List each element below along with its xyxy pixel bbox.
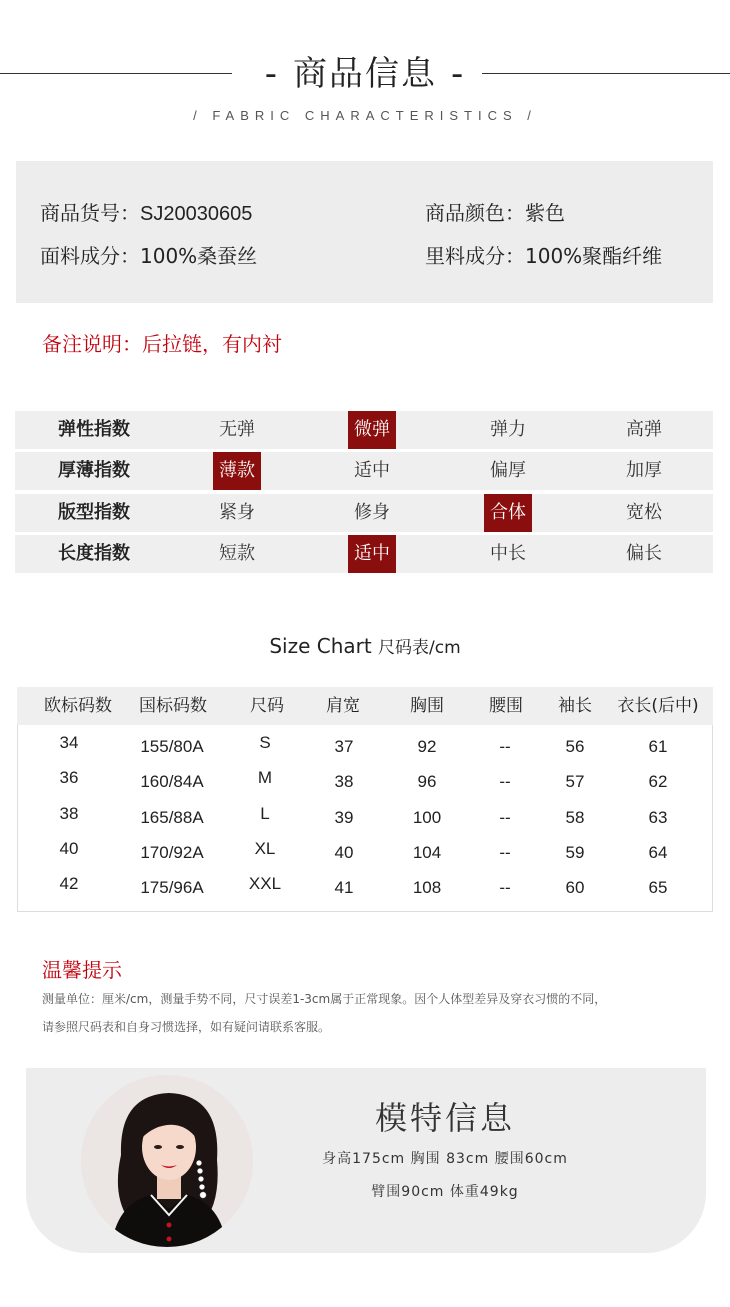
index-row	[15, 494, 713, 532]
index-option: 短款	[219, 543, 255, 564]
size-cell: --	[499, 843, 511, 862]
size-cell: 96	[417, 772, 437, 791]
size-cell: 92	[417, 737, 437, 756]
size-cell: 104	[412, 843, 442, 862]
size-cell: 36	[59, 768, 79, 787]
item-number	[40, 197, 252, 226]
size-cell: 165/88A	[140, 808, 204, 827]
size-cell: 108	[412, 878, 442, 897]
tips-title: 温馨提示	[42, 958, 122, 982]
index-row-label: 版型指数	[58, 502, 130, 523]
size-cell: --	[499, 772, 511, 791]
size-cell: XL	[254, 839, 276, 858]
size-cell: 38	[59, 804, 79, 823]
size-cell: M	[257, 768, 273, 787]
index-option: 适中	[354, 460, 390, 481]
size-cell: 58	[565, 808, 585, 827]
size-cell: --	[499, 737, 511, 756]
size-cell: 63	[648, 808, 668, 827]
size-header-waist: 腰围	[489, 696, 523, 716]
index-row	[15, 411, 713, 449]
size-chart-header	[17, 687, 713, 725]
product-info-panel	[16, 161, 713, 303]
size-cell: 40	[334, 843, 354, 862]
size-cell: 37	[334, 737, 354, 756]
page-title-text: 商品信息	[293, 54, 437, 94]
index-option-selected: 合体	[484, 494, 532, 532]
size-cell: 65	[648, 878, 668, 897]
size-cell: 41	[334, 878, 354, 897]
size-header-eu: 欧标码数	[44, 696, 112, 716]
product-color	[425, 197, 565, 226]
size-header-size: 尺码	[250, 696, 284, 716]
size-cell: 42	[59, 874, 79, 893]
size-cell: 61	[648, 737, 668, 756]
index-option: 无弹	[219, 419, 255, 440]
size-cell: 170/92A	[140, 843, 204, 862]
index-option: 偏厚	[490, 460, 526, 481]
index-row	[15, 452, 713, 490]
size-cell: 62	[648, 772, 668, 791]
size-cell: 100	[412, 808, 442, 827]
size-cell: 39	[334, 808, 354, 827]
index-option: 高弹	[626, 419, 662, 440]
title-dash-left: -	[264, 54, 279, 94]
tips-line-2: 请参照尺码表和自身习惯选择，如有疑问请联系客服。	[42, 1020, 331, 1034]
item-number-value: SJ20030605	[140, 203, 253, 225]
lining-value: 100%聚酯纤维	[525, 244, 663, 268]
product-color-value: 紫色	[525, 201, 565, 225]
index-option: 紧身	[219, 502, 255, 523]
index-option: 修身	[354, 502, 390, 523]
size-header-sleeve: 袖长	[558, 696, 592, 716]
model-info-title: 模特信息	[374, 1099, 515, 1137]
size-chart-title-cn: 尺码表/cm	[378, 638, 461, 658]
index-row-label: 弹性指数	[58, 419, 130, 440]
model-measurements-1: 身高175cm 胸围 83cm 腰围60cm	[322, 1151, 568, 1167]
index-option-selected: 微弹	[348, 411, 396, 449]
index-option: 中长	[490, 543, 526, 564]
size-cell: 59	[565, 843, 585, 862]
size-cell: 40	[59, 839, 79, 858]
size-cell: 64	[648, 843, 668, 862]
size-header-shoulder: 肩宽	[326, 696, 360, 716]
size-cell: 60	[565, 878, 585, 897]
index-option-selected: 薄款	[213, 452, 261, 490]
size-chart-title	[0, 633, 730, 658]
model-avatar	[81, 1075, 253, 1247]
size-cell: 155/80A	[140, 737, 204, 756]
index-option: 偏长	[626, 543, 662, 564]
size-header-length: 衣长(后中)	[617, 696, 699, 716]
model-photo-icon	[81, 1075, 253, 1247]
size-cell: 160/84A	[140, 772, 204, 791]
item-number-label: 商品货号：	[40, 201, 140, 225]
size-cell: 57	[565, 772, 585, 791]
product-color-label: 商品颜色：	[425, 201, 525, 225]
size-cell: S	[259, 733, 271, 752]
size-cell: --	[499, 878, 511, 897]
index-option: 宽松	[626, 502, 662, 523]
size-header-cn: 国标码数	[139, 696, 207, 716]
page-title	[0, 46, 730, 95]
size-chart-title-en: Size Chart	[269, 634, 372, 658]
fabric-label: 面料成分：	[40, 244, 140, 268]
title-dash-right: -	[451, 54, 466, 94]
index-option: 弹力	[490, 419, 526, 440]
size-cell: 34	[59, 733, 79, 752]
size-cell: 175/96A	[140, 878, 204, 897]
size-cell: --	[499, 808, 511, 827]
size-cell: 56	[565, 737, 585, 756]
remark-note: 备注说明：后拉链，有内衬	[42, 332, 282, 356]
size-cell: XXL	[248, 874, 282, 893]
page-subtitle: / FABRIC CHARACTERISTICS /	[193, 108, 537, 123]
index-option: 加厚	[626, 460, 662, 481]
index-row-label: 长度指数	[58, 543, 130, 564]
fabric-value: 100%桑蚕丝	[140, 244, 258, 268]
size-cell: L	[260, 804, 270, 823]
size-header-bust: 胸围	[410, 696, 444, 716]
index-row	[15, 535, 713, 573]
size-cell: 38	[334, 772, 354, 791]
lining-composition	[425, 240, 662, 269]
model-measurements-2: 臂围90cm 体重49kg	[371, 1184, 519, 1200]
fabric-composition	[40, 240, 257, 269]
lining-label: 里料成分：	[425, 244, 525, 268]
index-row-label: 厚薄指数	[58, 460, 130, 481]
tips-line-1: 测量单位：厘米/cm，测量手势不同，尺寸误差1-3cm属于正常现象。因个人体型差异及穿衣习惯的不同，	[42, 992, 607, 1006]
index-option-selected: 适中	[348, 535, 396, 573]
